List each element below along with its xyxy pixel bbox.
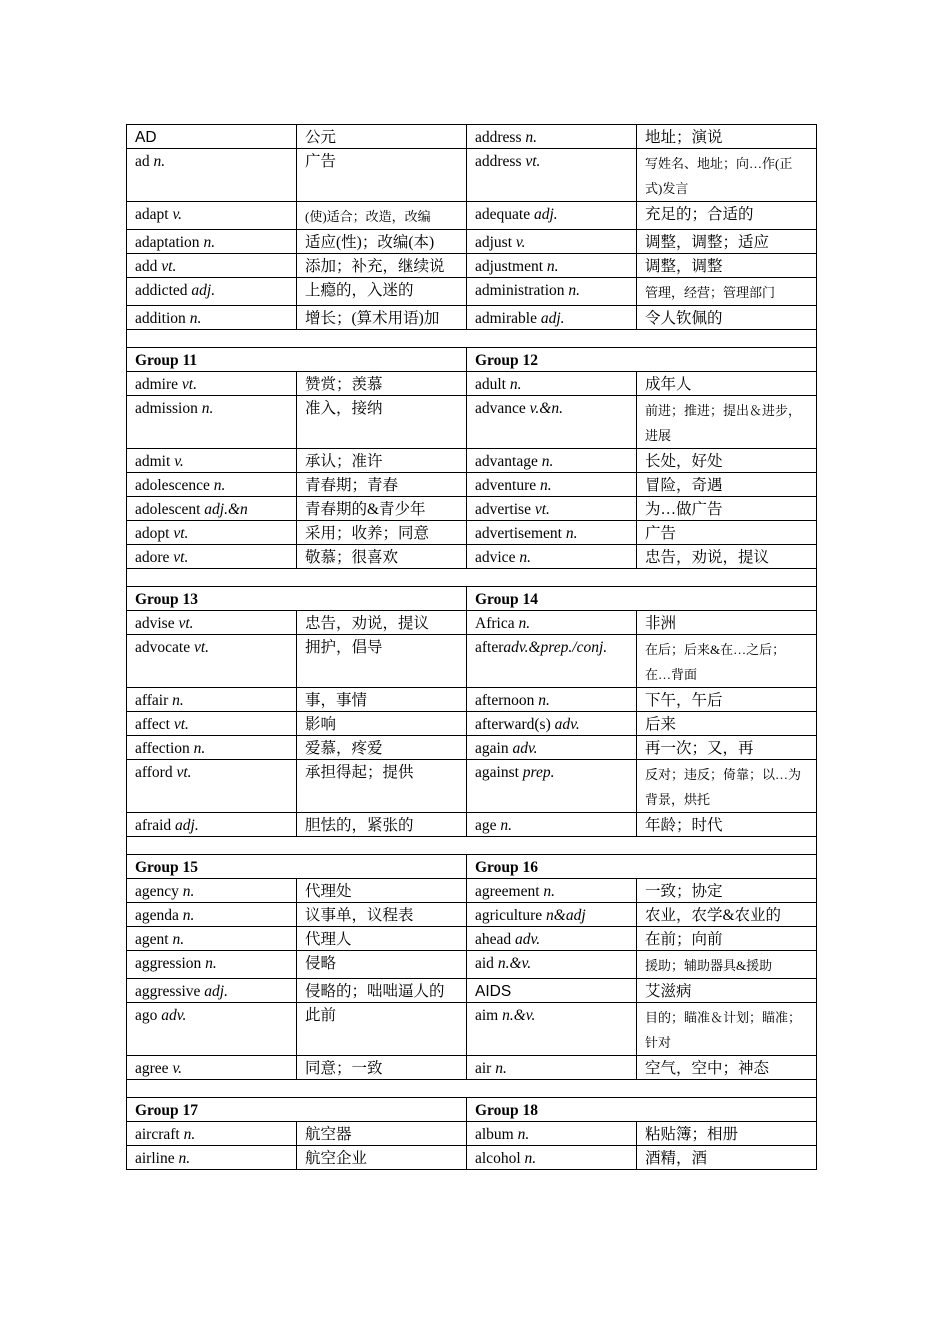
word: administration: [475, 282, 565, 299]
word: again: [475, 740, 509, 757]
meaning-cell: 反对；违反；倚靠；以…为背景，烘托: [637, 760, 817, 813]
meaning-cell: 写姓名、地址；向…作(正式)发言: [637, 149, 817, 202]
word: affair: [135, 692, 169, 709]
meaning-cell: 成年人: [637, 372, 817, 396]
group-spacer-row: [127, 1080, 817, 1098]
meaning-cell: 艾滋病: [637, 979, 817, 1003]
word-cell: [127, 760, 297, 813]
word: aid: [475, 955, 494, 972]
table-row: [127, 951, 817, 979]
meaning-cell: 赞赏；羡慕: [297, 372, 467, 396]
word-cell: [467, 879, 637, 903]
word-cell: [467, 202, 637, 230]
part-of-speech: n.: [168, 692, 184, 709]
part-of-speech: n.: [520, 1150, 537, 1167]
meaning-cell: 航空企业: [297, 1146, 467, 1170]
meaning-cell: 令人钦佩的: [637, 306, 817, 330]
meaning-cell: 前进；推进；提出＆进步，进展: [637, 396, 817, 449]
part-of-speech: n.: [189, 740, 206, 757]
word-cell: [127, 396, 297, 449]
word-cell: [127, 979, 297, 1003]
meaning-cell: 广告: [637, 521, 817, 545]
word-cell: [467, 306, 637, 330]
word-cell: [127, 879, 297, 903]
group-title: Group 15: [127, 855, 467, 879]
word-cell: [127, 149, 297, 202]
spacer-cell: [127, 1080, 817, 1098]
word-cell: [127, 712, 297, 736]
word: afterward(s): [475, 716, 551, 733]
word: adore: [135, 549, 170, 566]
word: AD: [135, 129, 157, 146]
meaning-cell: 调整，调整；适应: [637, 230, 817, 254]
word-cell: [467, 521, 637, 545]
part-of-speech: adj.: [187, 282, 216, 299]
word: agriculture: [475, 907, 543, 924]
word-cell: [127, 688, 297, 712]
group-spacer-row: [127, 569, 817, 587]
word: Africa: [475, 615, 515, 632]
word: agree: [135, 1060, 169, 1077]
part-of-speech: adv.&prep./conj.: [503, 639, 608, 656]
meaning-cell: 准入，接纳: [297, 396, 467, 449]
meaning-cell: 年龄；时代: [637, 813, 817, 837]
word-cell: [127, 611, 297, 635]
meaning-cell: 采用；收养；同意: [297, 521, 467, 545]
word: AIDS: [475, 983, 512, 1000]
meaning-cell: 拥护，倡导: [297, 635, 467, 688]
word-cell: [467, 951, 637, 979]
part-of-speech: adv.: [508, 740, 538, 757]
word-cell: [467, 125, 637, 149]
meaning-cell: 粘贴簿；相册: [637, 1122, 817, 1146]
word-cell: [467, 396, 637, 449]
word: adjust: [475, 234, 513, 251]
table-row: [127, 449, 817, 473]
part-of-speech: prep.: [518, 764, 555, 781]
word: ahead: [475, 931, 512, 948]
meaning-cell: 空气，空中；神态: [637, 1056, 817, 1080]
meaning-cell: 在后；后来&在…之后；在…背面: [637, 635, 817, 688]
table-row: [127, 372, 817, 396]
word-cell: [467, 979, 637, 1003]
table-row: [127, 306, 817, 330]
word-cell: [467, 545, 637, 569]
meaning-cell: 爱慕，疼爱: [297, 736, 467, 760]
part-of-speech: n.: [543, 258, 559, 275]
word: addicted: [135, 282, 188, 299]
word-cell: [467, 449, 637, 473]
meaning-cell: 充足的；合适的: [637, 202, 817, 230]
word: adjustment: [475, 258, 544, 275]
meaning-cell: 议事单，议程表: [297, 903, 467, 927]
part-of-speech: adj.: [200, 983, 228, 1000]
word-cell: [127, 1122, 297, 1146]
word: air: [475, 1060, 492, 1077]
table-row: [127, 712, 817, 736]
meaning-cell: 侵略: [297, 951, 467, 979]
meaning-cell: 青春期；青春: [297, 473, 467, 497]
word: aggressive: [135, 983, 201, 1000]
word: afternoon: [475, 692, 535, 709]
word-cell: [467, 473, 637, 497]
word: adventure: [475, 477, 537, 494]
word: admirable: [475, 310, 537, 327]
part-of-speech: v.: [170, 453, 184, 470]
word: aim: [475, 1007, 499, 1024]
word-cell: [467, 1122, 637, 1146]
part-of-speech: n.: [506, 376, 522, 393]
word-cell: [127, 254, 297, 278]
word-cell: [127, 1146, 297, 1170]
part-of-speech: n.: [515, 549, 531, 566]
word: ad: [135, 153, 150, 170]
word-cell: [467, 149, 637, 202]
part-of-speech: n.: [197, 400, 214, 417]
table-row: [127, 396, 817, 449]
word: adapt: [135, 206, 169, 223]
word: ago: [135, 1007, 158, 1024]
table-row: [127, 202, 817, 230]
part-of-speech: n.: [514, 615, 531, 632]
part-of-speech: vt.: [169, 549, 189, 566]
part-of-speech: vt.: [169, 525, 189, 542]
word-cell: [127, 1003, 297, 1056]
spacer-cell: [127, 837, 817, 855]
spacer-cell: [127, 330, 817, 348]
part-of-speech: n.: [496, 817, 513, 834]
group-header-row: [127, 855, 817, 879]
word-cell: [127, 230, 297, 254]
meaning-cell: 同意；一致: [297, 1056, 467, 1080]
meaning-cell: 适应(性)；改编(本): [297, 230, 467, 254]
word-cell: [467, 927, 637, 951]
part-of-speech: vt.: [170, 716, 189, 733]
word-cell: [127, 497, 297, 521]
group-title: Group 11: [127, 348, 467, 372]
word-cell: [467, 1003, 637, 1056]
table-row: [127, 149, 817, 202]
part-of-speech: vt.: [157, 258, 177, 275]
table-row: [127, 1003, 817, 1056]
word-cell: [127, 125, 297, 149]
part-of-speech: v.&n.: [525, 400, 563, 417]
meaning-cell: 事，事情: [297, 688, 467, 712]
part-of-speech: n.: [149, 153, 166, 170]
table-row: [127, 635, 817, 688]
meaning-cell: 公元: [297, 125, 467, 149]
word: advantage: [475, 453, 538, 470]
table-row: [127, 611, 817, 635]
table-row: [127, 497, 817, 521]
meaning-cell: 调整，调整: [637, 254, 817, 278]
table-row: [127, 1122, 817, 1146]
part-of-speech: n.: [534, 692, 550, 709]
part-of-speech: n.: [564, 282, 581, 299]
table-row: [127, 927, 817, 951]
group-title: Group 12: [467, 348, 817, 372]
word-cell: [127, 951, 297, 979]
meaning-cell: 下午，午后: [637, 688, 817, 712]
table-row: [127, 125, 817, 149]
part-of-speech: n.&v.: [498, 1007, 536, 1024]
part-of-speech: vt.: [172, 764, 192, 781]
group-title: Group 14: [467, 587, 817, 611]
part-of-speech: n.: [178, 883, 195, 900]
part-of-speech: v.: [512, 234, 526, 251]
meaning-cell: 在前；向前: [637, 927, 817, 951]
meaning-cell: 广告: [297, 149, 467, 202]
meaning-cell: 地址；演说: [637, 125, 817, 149]
word-cell: [467, 1056, 637, 1080]
word-cell: [127, 202, 297, 230]
meaning-cell: 忠告，劝说，提议: [297, 611, 467, 635]
word-cell: [127, 372, 297, 396]
table-row: [127, 813, 817, 837]
meaning-cell: 此前: [297, 1003, 467, 1056]
word: address: [475, 153, 522, 170]
meaning-cell: 后来: [637, 712, 817, 736]
meaning-cell: 代理人: [297, 927, 467, 951]
meaning-cell: 长处，好处: [637, 449, 817, 473]
part-of-speech: n.: [201, 955, 217, 972]
word: agent: [135, 931, 169, 948]
word-cell: [467, 736, 637, 760]
part-of-speech: n.: [168, 931, 185, 948]
word-cell: [127, 903, 297, 927]
word-cell: [467, 635, 637, 688]
word-cell: [127, 473, 297, 497]
word-cell: [467, 813, 637, 837]
meaning-cell: 承认；准许: [297, 449, 467, 473]
word-cell: [467, 712, 637, 736]
word: affection: [135, 740, 190, 757]
word-cell: [127, 449, 297, 473]
table-row: [127, 879, 817, 903]
word: advise: [135, 615, 175, 632]
group-title: Group 17: [127, 1098, 467, 1122]
word-cell: [467, 254, 637, 278]
table-row: [127, 1056, 817, 1080]
group-spacer-row: [127, 330, 817, 348]
table-row: [127, 736, 817, 760]
meaning-cell: 侵略的；咄咄逼人的: [297, 979, 467, 1003]
vocabulary-table: [126, 124, 817, 1170]
meaning-cell: 管理，经营；管理部门: [637, 278, 817, 306]
word-cell: [467, 611, 637, 635]
meaning-cell: 为…做广告: [637, 497, 817, 521]
part-of-speech: v.: [168, 206, 183, 223]
vocabulary-table-body: [127, 125, 817, 1170]
part-of-speech: vt.: [190, 639, 210, 656]
part-of-speech: n.: [491, 1060, 507, 1077]
word-cell: [127, 1056, 297, 1080]
word-cell: [467, 497, 637, 521]
part-of-speech: n&adj: [542, 907, 586, 924]
word: adolescence: [135, 477, 210, 494]
word: advice: [475, 549, 516, 566]
word: addition: [135, 310, 186, 327]
word: agency: [135, 883, 179, 900]
word: afraid: [135, 817, 172, 834]
word: aircraft: [135, 1126, 180, 1143]
word: admission: [135, 400, 198, 417]
table-row: [127, 760, 817, 813]
meaning-cell: 增长；(算术用语)加: [297, 306, 467, 330]
word-cell: [127, 813, 297, 837]
word-cell: [127, 306, 297, 330]
table-row: [127, 278, 817, 306]
part-of-speech: n.: [199, 234, 216, 251]
word: album: [475, 1126, 514, 1143]
word: against: [475, 764, 519, 781]
part-of-speech: adj.&n: [200, 501, 248, 518]
word: advertise: [475, 501, 531, 518]
meaning-cell: 农业，农学&农业的: [637, 903, 817, 927]
spacer-cell: [127, 569, 817, 587]
word: advocate: [135, 639, 191, 656]
meaning-cell: 胆怯的，紧张的: [297, 813, 467, 837]
part-of-speech: n.: [174, 1150, 191, 1167]
table-row: [127, 521, 817, 545]
word-cell: [467, 1146, 637, 1170]
part-of-speech: v.: [168, 1060, 183, 1077]
table-row: [127, 688, 817, 712]
part-of-speech: n.: [513, 1126, 530, 1143]
meaning-cell: 承担得起；提供: [297, 760, 467, 813]
part-of-speech: n.: [185, 310, 202, 327]
meaning-cell: 目的；瞄准＆计划；瞄准；针对: [637, 1003, 817, 1056]
table-row: [127, 254, 817, 278]
meaning-cell: 一致；协定: [637, 879, 817, 903]
word: agreement: [475, 883, 540, 900]
word-cell: [127, 927, 297, 951]
table-row: [127, 903, 817, 927]
part-of-speech: n.: [179, 1126, 196, 1143]
word-cell: [467, 372, 637, 396]
word-cell: [467, 903, 637, 927]
part-of-speech: n.: [561, 525, 578, 542]
meaning-cell: (使)适合；改造，改编: [297, 202, 467, 230]
word: adolescent: [135, 501, 201, 518]
meaning-cell: 添加；补充，继续说: [297, 254, 467, 278]
part-of-speech: adj.: [530, 206, 558, 223]
word: advance: [475, 400, 526, 417]
word: admire: [135, 376, 179, 393]
table-row: [127, 230, 817, 254]
part-of-speech: adj.: [536, 310, 565, 327]
table-row: [127, 1146, 817, 1170]
meaning-cell: 青春期的&青少年: [297, 497, 467, 521]
word: after: [475, 639, 504, 656]
meaning-cell: 影响: [297, 712, 467, 736]
meaning-cell: 酒精，酒: [637, 1146, 817, 1170]
word: adaptation: [135, 234, 200, 251]
part-of-speech: n.: [539, 883, 556, 900]
word-cell: [127, 635, 297, 688]
meaning-cell: 代理处: [297, 879, 467, 903]
word: adopt: [135, 525, 170, 542]
word: adult: [475, 376, 506, 393]
meaning-cell: 非洲: [637, 611, 817, 635]
word-cell: [127, 278, 297, 306]
word: age: [475, 817, 497, 834]
word-cell: [467, 278, 637, 306]
meaning-cell: 再一次；又，再: [637, 736, 817, 760]
word: alcohol: [475, 1150, 521, 1167]
group-header-row: [127, 587, 817, 611]
group-header-row: [127, 1098, 817, 1122]
part-of-speech: n.: [521, 129, 537, 146]
word: aggression: [135, 955, 202, 972]
group-header-row: [127, 348, 817, 372]
meaning-cell: 援助；辅助器具&援助: [637, 951, 817, 979]
part-of-speech: adv.: [157, 1007, 187, 1024]
word-cell: [127, 521, 297, 545]
part-of-speech: adj.: [171, 817, 199, 834]
group-title: Group 16: [467, 855, 817, 879]
part-of-speech: n.&v.: [493, 955, 532, 972]
group-spacer-row: [127, 837, 817, 855]
table-row: [127, 473, 817, 497]
part-of-speech: adv.: [511, 931, 541, 948]
word: adequate: [475, 206, 531, 223]
word: admit: [135, 453, 171, 470]
word-cell: [467, 688, 637, 712]
word: airline: [135, 1150, 175, 1167]
part-of-speech: n.: [178, 907, 195, 924]
part-of-speech: vt.: [174, 615, 194, 632]
meaning-cell: 航空器: [297, 1122, 467, 1146]
group-title: Group 13: [127, 587, 467, 611]
word-cell: [127, 736, 297, 760]
part-of-speech: vt.: [178, 376, 197, 393]
meaning-cell: 上瘾的，入迷的: [297, 278, 467, 306]
meaning-cell: 敬慕；很喜欢: [297, 545, 467, 569]
group-title: Group 18: [467, 1098, 817, 1122]
part-of-speech: n.: [209, 477, 226, 494]
word: afford: [135, 764, 173, 781]
part-of-speech: vt.: [521, 153, 541, 170]
part-of-speech: n.: [536, 477, 552, 494]
word: advertisement: [475, 525, 562, 542]
word: add: [135, 258, 158, 275]
table-row: [127, 545, 817, 569]
word: address: [475, 129, 522, 146]
meaning-cell: 忠告，劝说，提议: [637, 545, 817, 569]
meaning-cell: 冒险，奇遇: [637, 473, 817, 497]
word-cell: [467, 230, 637, 254]
word-cell: [127, 545, 297, 569]
part-of-speech: vt.: [530, 501, 550, 518]
part-of-speech: adv.: [550, 716, 580, 733]
word: agenda: [135, 907, 179, 924]
table-row: [127, 979, 817, 1003]
word-cell: [467, 760, 637, 813]
word: affect: [135, 716, 170, 733]
part-of-speech: n.: [537, 453, 554, 470]
